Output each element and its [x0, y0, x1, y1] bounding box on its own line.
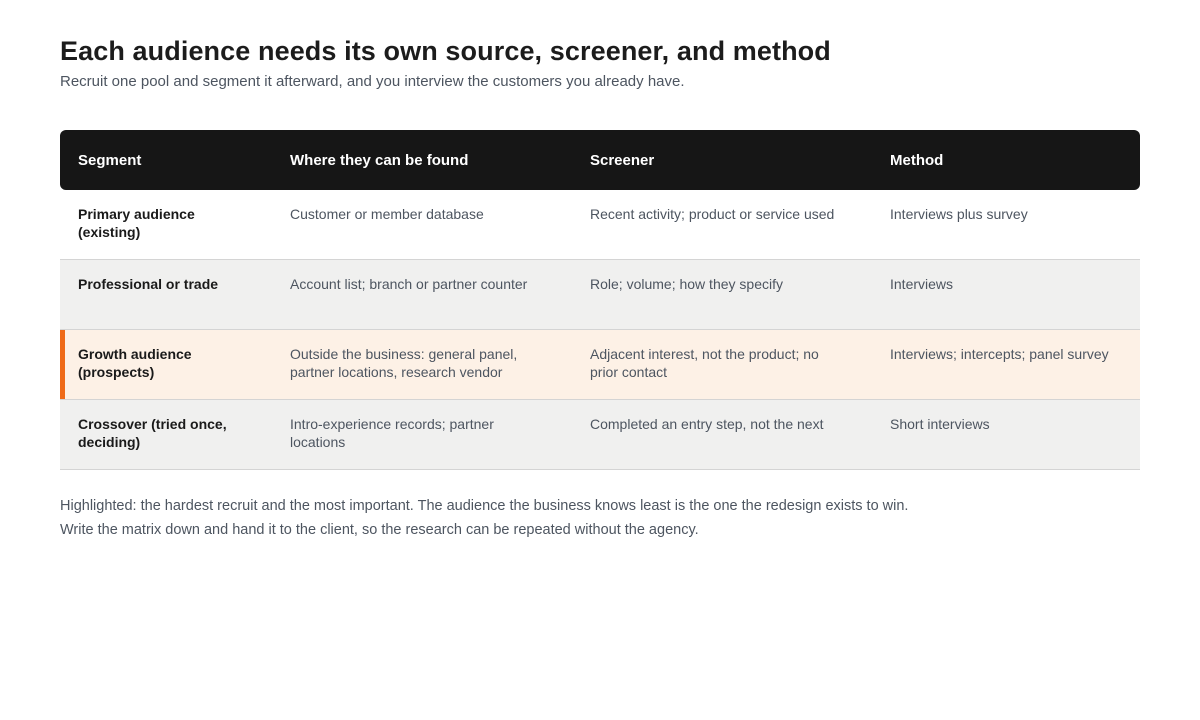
- where-cell: Customer or member database: [290, 206, 484, 222]
- page-title: Each audience needs its own source, screener, and method: [60, 36, 831, 66]
- table-row: [60, 190, 1140, 260]
- method-cell: Interviews: [890, 276, 954, 292]
- method-cell: Interviews plus survey: [890, 206, 1028, 222]
- method-cell: Short interviews: [890, 416, 990, 432]
- page: [60, 34, 1140, 542]
- where-cell: Outside the business: general panel, partner locations, research vendor: [290, 346, 518, 380]
- where-cell: Intro-experience records; partner locations: [290, 416, 494, 450]
- where-cell: Account list; branch or partner counter: [290, 276, 528, 292]
- highlight-accent-bar: [60, 330, 65, 399]
- segment-cell: Crossover (tried once, deciding): [78, 416, 227, 450]
- screener-cell: Adjacent interest, not the product; no prior contact: [590, 346, 819, 380]
- screener-cell: Role; volume; how they specify: [590, 276, 783, 292]
- header-screener: Screener: [590, 151, 655, 169]
- header-segment: Segment: [78, 151, 142, 169]
- page-subtitle: Recruit one pool and segment it afterward, and you interview the customers you already have.: [60, 73, 685, 90]
- segment-cell: Growth audience (prospects): [78, 346, 192, 380]
- method-cell: Interviews; intercepts; panel survey: [890, 346, 1109, 362]
- footnotes: [60, 494, 1140, 542]
- recruitment-matrix-table: [60, 130, 1140, 470]
- segment-cell: Professional or trade: [78, 276, 219, 292]
- table-row: [60, 260, 1140, 330]
- table-row: [60, 400, 1140, 470]
- segment-cell: Primary audience (existing): [78, 206, 195, 240]
- table-header: [60, 130, 1140, 190]
- screener-cell: Completed an entry step, not the next: [590, 416, 824, 432]
- header-where: Where they can be found: [290, 151, 469, 169]
- screener-cell: Recent activity; product or service used: [590, 206, 835, 222]
- header-method: Method: [890, 151, 944, 169]
- footnote-highlight: Highlighted: the hardest recruit and the most important. The audience the business knows least is the one the redesign exists to win.: [60, 498, 909, 514]
- table-row-highlighted: [60, 330, 1140, 400]
- footnote-handoff: Write the matrix down and hand it to the client, so the research can be repeated without the agency.: [60, 522, 699, 538]
